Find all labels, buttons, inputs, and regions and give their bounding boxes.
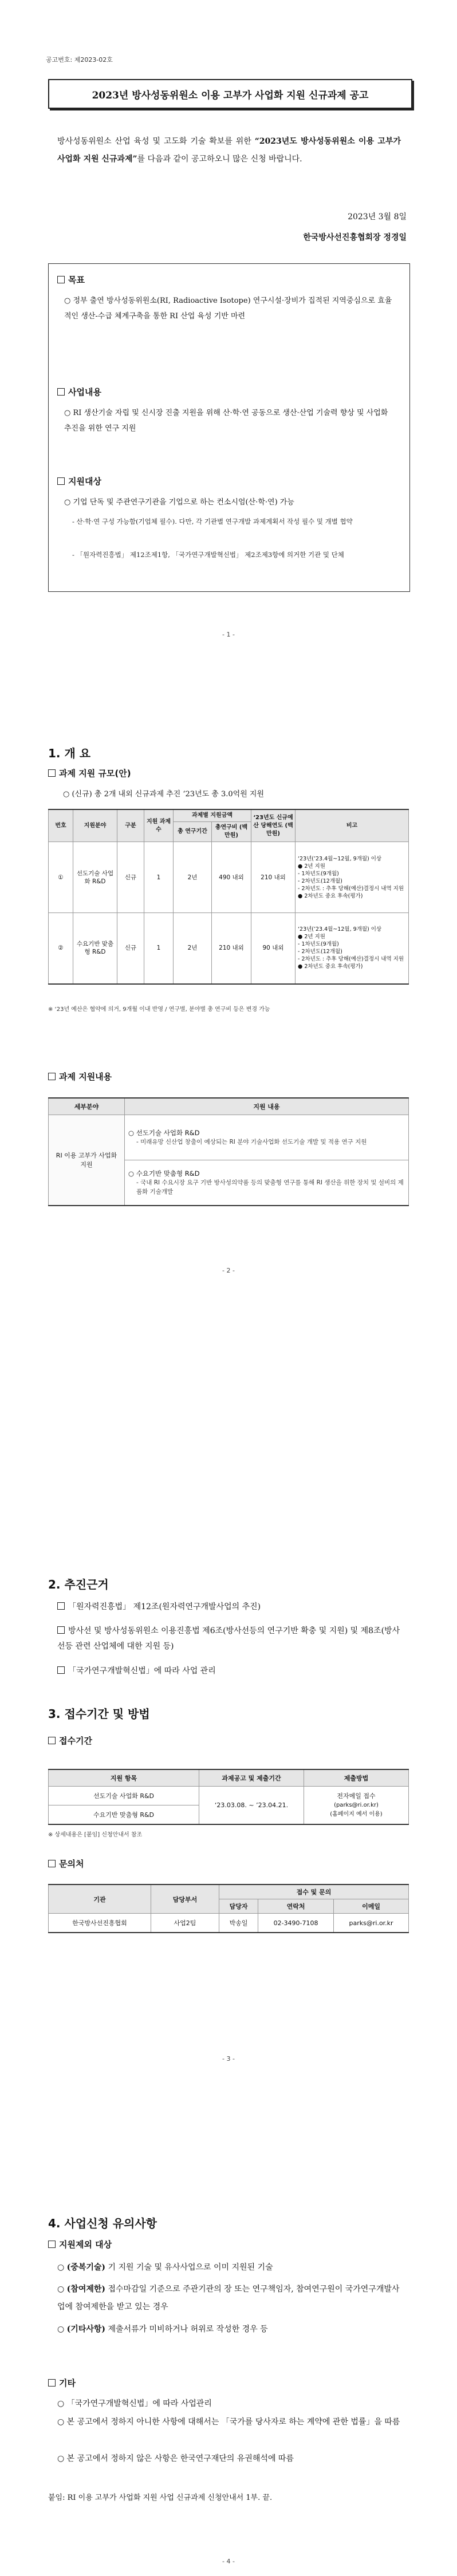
cell-dept: 사업2팀: [151, 1914, 219, 1933]
square-bullet-icon: [48, 1860, 56, 1867]
th-item: 지원 항목: [49, 1769, 199, 1787]
etc-3: ○ 본 공고에서 정하지 않은 사항은 한국연구재단의 유권해석에 따름: [57, 2454, 294, 2463]
th-group: 접수 및 문의: [219, 1884, 409, 1899]
reception-table: [48, 1769, 409, 1825]
support-summary: ○ (신규) 총 2개 내외 신규과제 추진 ‘23년도 총 3.0억원 지원: [63, 790, 265, 799]
heading-support-scale: 과제 지원 규모(안): [48, 767, 131, 779]
basis-3: 「국가연구개발혁신법」에 따라 사업 관리: [57, 1664, 401, 1679]
section-body-target: ○ 기업 단독 및 주관연구기관을 기업으로 하는 컨소시엄(산·학·연) 가능: [64, 498, 294, 507]
etc-1: ○ 「국가연구개발혁신법」에 따라 사업관리: [57, 2399, 212, 2408]
heading-support-content: 과제 지원내용: [48, 1070, 112, 1082]
square-bullet-icon: [57, 1602, 65, 1610]
cell-no: ①: [49, 842, 73, 913]
exclusion-2: ○ (참여제한) 접수마감일 기준으로 주관기관의 장 또는 연구책임자, 참여연구원이 국가연구개발사업에 참여제한을 받고 있는 경우: [57, 2285, 400, 2312]
cell-note: ‘23년(’23.4월~12월, 9개월) 이상 ● 2년 지원 - 1차년도(9개월) - 2차년도(12개월) - 2차년도 : 추후 당해(예산)결정시 내역 지원 ● 2차년도 중요 후속(평가): [296, 913, 409, 984]
cell-total: 490 내외: [212, 842, 251, 913]
square-bullet-icon: [48, 2241, 56, 2248]
cell-field: RI 이용 고부가 사업화 지원: [49, 1115, 125, 1206]
th-dept: 담당부서: [151, 1884, 219, 1914]
exclusion-1: ○ (중복기술) 기 지원 기술 및 유사사업으로 이미 지원된 기술: [57, 2263, 273, 2272]
cell-type: 신규: [117, 842, 144, 913]
th-total: 총연구비 (백만원): [212, 822, 251, 842]
cell-item-1: ○ 선도기술 사업화 R&D - 미래유망 신산업 창출이 예상되는 RI 분야 기술사업화 선도기술 개발 및 적용 연구 지원: [125, 1115, 409, 1160]
attachment-line: 붙임: RI 이용 고부가 사업화 지원 사업 신규과제 신청안내서 1부. 끝.: [48, 2494, 273, 2502]
square-bullet-icon: [48, 1073, 56, 1080]
section-head-content: 사업내용: [57, 386, 101, 398]
th-content: 지원 내용: [125, 1098, 409, 1115]
reception-footnote: ※ 상세내용은 [붙임] 신청안내서 참조: [48, 1832, 143, 1838]
square-bullet-icon: [57, 388, 65, 396]
cell-budget: 210 내외: [251, 842, 296, 913]
th-person: 담당자: [219, 1899, 258, 1914]
cell-agency: 한국방사선진흥협회: [49, 1914, 151, 1933]
cell-field: 수요기반 맞춤형 R&D: [73, 913, 117, 984]
th-subfield: 세부분야: [49, 1098, 125, 1115]
cell-item-2: 수요기반 맞춤형 R&D: [49, 1805, 199, 1825]
cell-item-1: 선도기술 사업화 R&D: [49, 1787, 199, 1805]
notice-number: 공고번호: 제2023-02호: [46, 56, 113, 64]
cell-method: 전자메일 접수 (parks@ri.or.kr) (홈페이지 예서 이용): [304, 1787, 409, 1825]
th-note: 비고: [296, 809, 409, 842]
cell-person: 박송일: [219, 1914, 258, 1933]
section-head-target: 지원대상: [57, 475, 101, 487]
page-number: - 2 -: [222, 1267, 235, 1274]
cell-note: ‘23년(’23.4월~12월, 9개월) 이상 ● 2년 지원 - 1차년도(9개월) - 2차년도(12개월) - 2차년도 : 추후 당해(예산)결정시 내역 지원 ● 2차년도 중요 후속(평가): [296, 842, 409, 913]
square-bullet-icon: [57, 276, 65, 283]
th-period: 총 연구기간: [174, 822, 212, 842]
th-no: 번호: [49, 809, 73, 842]
square-bullet-icon: [57, 1666, 65, 1674]
th-count: 지원 과제수: [144, 809, 174, 842]
cell-period: ‘23.03.08. ~ ’23.04.21.: [199, 1787, 304, 1825]
page-number: - 3 -: [222, 2055, 235, 2063]
cell-budget: 90 내외: [251, 913, 296, 984]
square-bullet-icon: [48, 1737, 56, 1744]
th-period: 과제공고 및 제출기간: [199, 1769, 304, 1787]
table-row: [49, 842, 409, 913]
section-head-goal: 목표: [57, 274, 85, 286]
cell-item-2: ○ 수요기반 맞춤형 R&D - 국내 RI 수요시장 요구 기반 방사성의약품 등의 맞춤형 연구를 통해 RI 생산을 위한 장치 및 설비의 제품화 기술개발: [125, 1160, 409, 1206]
heading-exclusion: 지원제외 대상: [48, 2238, 112, 2250]
etc-2: ○ 본 공고에서 정하지 아니한 사항에 대해서는 「국가를 당사자로 하는 계약에 관한 법률」을 따름: [57, 2417, 400, 2427]
square-bullet-icon: [57, 1626, 65, 1634]
cell-no: ②: [49, 913, 73, 984]
basis-1: 「원자력진흥법」 제12조(원자력연구개발사업의 추진): [57, 1599, 401, 1615]
th-phone: 연락처: [258, 1899, 334, 1914]
th-budget: ‘23년도 신규예산 당해연도 (백만원): [251, 809, 296, 842]
page-number: - 4 -: [222, 2558, 235, 2565]
exclusion-3: ○ (기타사항) 제출서류가 미비하거나 허위로 작성한 경우 등: [57, 2325, 268, 2334]
square-bullet-icon: [48, 2379, 56, 2387]
target-sub-1: - 산·학·연 구성 가능함(기업체 필수). 다만, 각 기관별 연구개발 과제계획서 작성 필수 및 개별 협약: [72, 517, 353, 526]
heading-reception: 3. 접수기간 및 방법: [48, 1707, 150, 1721]
notice-title: 2023년 방사성동위원소 이용 고부가 사업화 지원 신규과제 공고: [48, 79, 412, 109]
cell-count: 1: [144, 913, 174, 984]
cell-field: 선도기술 사업화 R&D: [73, 842, 117, 913]
cell-email[interactable]: parks@ri.or.kr: [334, 1914, 409, 1933]
notice-date: 2023년 3월 8일: [348, 212, 407, 222]
square-bullet-icon: [48, 769, 56, 777]
heading-etc: 기타: [48, 2377, 76, 2389]
support-content-table: [48, 1097, 409, 1206]
th-method: 제출방법: [304, 1769, 409, 1787]
intro-paragraph: 방사성동위원소 산업 육성 및 고도화 기술 확보를 위한 “2023년도 방사성동위원소 이용 고부가 사업화 지원 신규과제”를 다음과 같이 공고하오니 많은 신청 바랍니다.: [57, 137, 401, 164]
cell-period: 2년: [174, 913, 212, 984]
cell-phone: 02-3490-7108: [258, 1914, 334, 1933]
cell-type: 신규: [117, 913, 144, 984]
issuer: 한국방사선진흥협회장 정경일: [303, 233, 407, 242]
table-row: [49, 913, 409, 984]
cell-total: 210 내외: [212, 913, 251, 984]
th-type: 구분: [117, 809, 144, 842]
square-bullet-icon: [57, 477, 65, 485]
th-email: 이메일: [334, 1899, 409, 1914]
target-sub-2: - 「원자력진흥법」 제12조제1항, 「국가연구개발혁신법」 제2조제3항에 의거한 기관 및 단체: [72, 551, 344, 559]
th-group: 과제별 지원금액: [174, 809, 251, 822]
basis-2: 방사선 및 방사성동위원소 이용진흥법 제6조(방사선등의 연구기반 확충 및 지원) 및 제8조(방사선등 관련 산업체에 대한 지원 등): [57, 1626, 400, 1651]
heading-overview: 1. 개 요: [48, 746, 91, 760]
section-body-goal: ○ 정부 출연 방사성동위원소(RI, Radioactive Isotope) 연구시설·장비가 집적된 지역중심으로 효율적인 생산-수급 체계구축을 통한 RI 산업 육성 기반 마련: [64, 297, 392, 321]
heading-basis: 2. 추진근거: [48, 1578, 109, 1591]
support-scale-table: [48, 809, 409, 985]
heading-reception-period: 접수기간: [48, 1735, 92, 1747]
th-field: 지원분야: [73, 809, 117, 842]
contact-table: [48, 1884, 409, 1933]
heading-contact: 문의처: [48, 1858, 84, 1870]
table-footnote: ※ ‘23년 예산은 협약에 의거, 9개월 이내 반영 / 연구별, 분야별 총 연구비 등은 변경 가능: [48, 1006, 270, 1013]
th-agency: 기관: [49, 1884, 151, 1914]
heading-cautions: 4. 사업신청 유의사항: [48, 2217, 157, 2230]
page-number: - 1 -: [222, 631, 235, 638]
cell-count: 1: [144, 842, 174, 913]
section-body-content: ○ RI 생산기술 자립 및 신시장 진출 지원을 위해 산·학·연 공동으로 생산·산업 기술력 향상 및 사업화 추진을 위한 연구 지원: [64, 409, 388, 433]
cell-period: 2년: [174, 842, 212, 913]
